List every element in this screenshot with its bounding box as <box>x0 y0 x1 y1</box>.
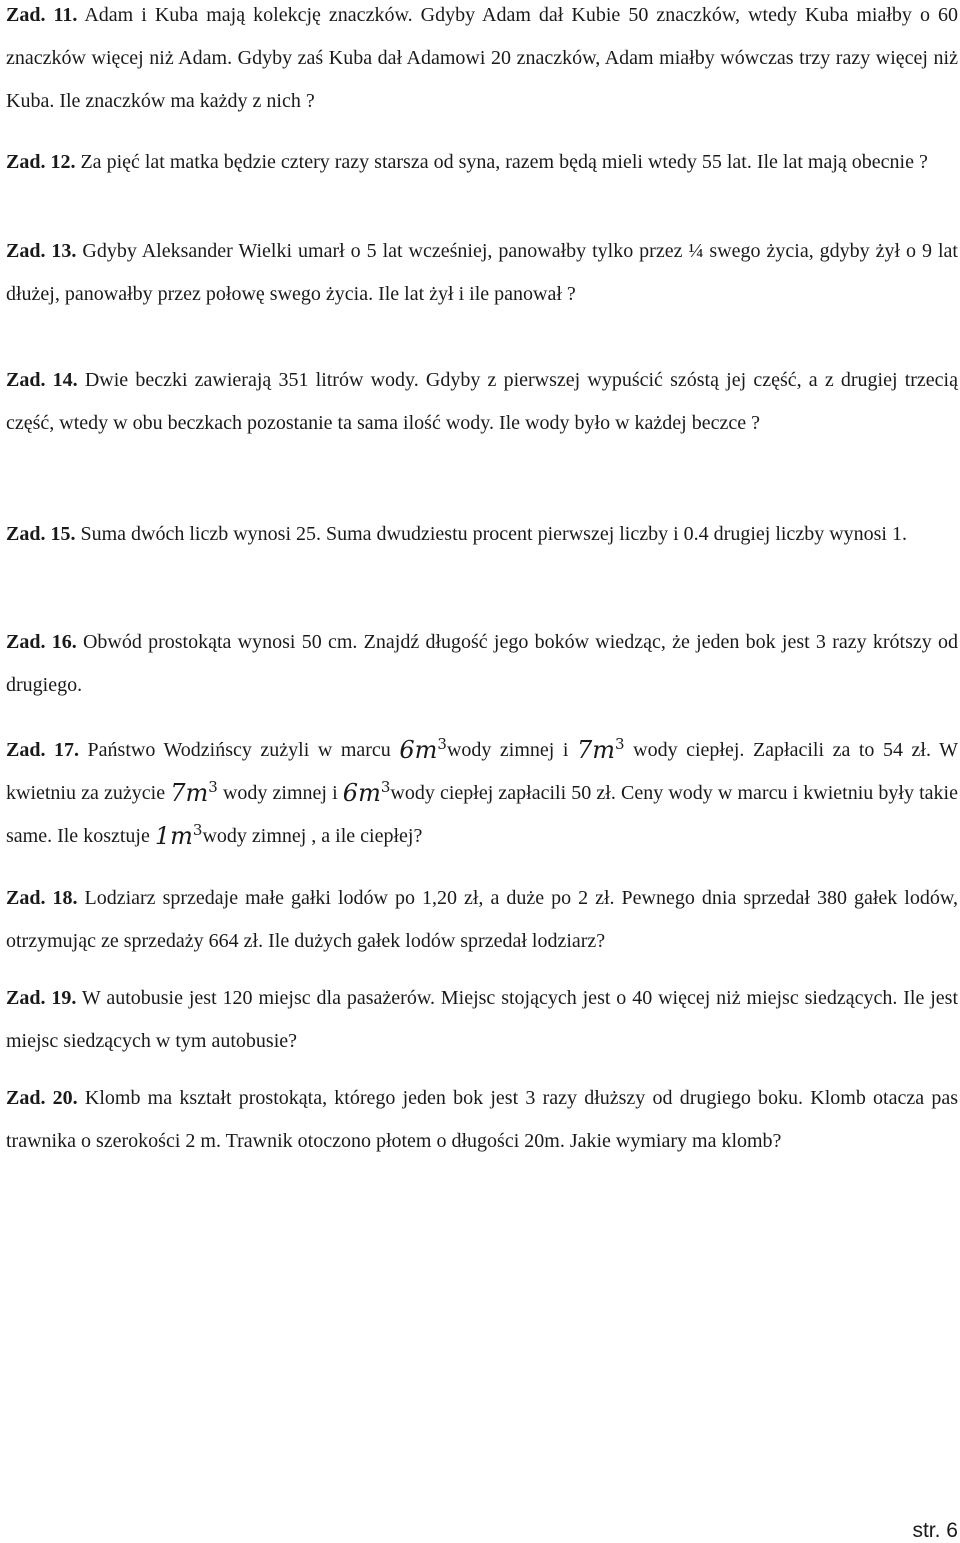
task-text: wody ciepłej. Zapłacili za to 54 zł. W kwietniu za zużycie <box>6 739 959 804</box>
task-text: Suma dwóch liczb wynosi 25. Suma dwudziestu procent pierwszej liczby i 0.4 drugiej liczby wynosi 1. <box>75 523 907 545</box>
task-label: Zad. 20. <box>6 1087 78 1109</box>
task-text: Lodziarz sprzedaje małe gałki lodów po 1,20 zł, a duże po 2 zł. Pewnego dnia sprzedał 380 gałek lodów, otrzymując ze sprzedaży 664 zł. Ile dużych gałek lodów sprzedał lodziarz? <box>6 887 959 952</box>
task-19 <box>6 977 958 1063</box>
volume-formula: $6m^3$ <box>342 778 391 807</box>
task-label: Zad. 14. <box>6 369 78 391</box>
task-13 <box>6 230 958 316</box>
task-17 <box>6 729 958 858</box>
task-label: Zad. 12. <box>6 151 76 173</box>
task-16 <box>6 621 958 707</box>
task-14 <box>6 359 958 445</box>
task-text: W autobusie jest 120 miejsc dla pasażerów. Miejsc stojących jest o 40 więcej niż miejsc siedzących. Ile jest miejsc siedzących w tym autobusie? <box>6 987 959 1052</box>
task-15 <box>6 513 907 556</box>
task-text: wody zimnej , a ile ciepłej? <box>202 825 423 847</box>
task-label: Zad. 17. <box>6 739 80 761</box>
task-12 <box>6 141 928 184</box>
task-11 <box>6 0 958 123</box>
task-label: Zad. 11. <box>6 4 78 26</box>
task-text: Państwo Wodzińscy zużyli w marcu <box>79 739 400 761</box>
task-label: Zad. 18. <box>6 887 78 909</box>
task-text: Adam i Kuba mają kolekcję znaczków. Gdyby Adam dał Kubie 50 znaczków, wtedy Kuba miałby o 60 znaczków więcej niż Adam. Gdyby zaś Kuba dał Adamowi 20 znaczków, Adam miałby wówczas trzy razy więcej niż Kuba. Ile znaczków ma każdy z nich ? <box>6 4 958 112</box>
task-text: Obwód prostokąta wynosi 50 cm. Znajdź długość jego boków wiedząc, że jeden bok jest 3 razy krótszy od drugiego. <box>6 631 958 696</box>
volume-formula: $7m^3$ <box>577 735 625 764</box>
volume-formula: $7m^3$ <box>170 778 218 807</box>
task-label: Zad. 13. <box>6 240 77 262</box>
task-label: Zad. 15. <box>6 523 76 545</box>
page-number: str. 6 <box>912 1519 958 1542</box>
task-20 <box>6 1077 958 1163</box>
volume-formula: $1m^3$ <box>154 821 203 850</box>
task-text: wody zimnej i <box>446 739 577 761</box>
task-text: Klomb ma kształt prostokąta, którego jeden bok jest 3 razy dłuższy od drugiego boku. Klomb otacza pas trawnika o szerokości 2 m. Trawnik otoczono płotem o długości 20m. Jakie wymiary ma klomb? <box>6 1087 958 1152</box>
task-label: Zad. 16. <box>6 631 77 653</box>
task-text: wody ciepłej zapłacili 50 zł. Ceny wody w marcu i kwietniu były takie same. Ile kosztuje <box>6 782 958 847</box>
task-text: wody zimnej i <box>217 782 343 804</box>
task-text: Dwie beczki zawierają 351 litrów wody. Gdyby z pierwszej wypuścić szóstą jej część, a z drugiej trzecią część, wtedy w obu beczkach pozostanie ta sama ilość wody. Ile wody było w każdej beczce ? <box>6 369 958 434</box>
task-18 <box>6 877 958 963</box>
task-label: Zad. 19. <box>6 987 77 1009</box>
task-text: Gdyby Aleksander Wielki umarł o 5 lat wcześniej, panowałby tylko przez ¼ swego życia, gdyby żył o 9 lat dłużej, panowałby przez połowę swego życia. Ile lat żył i ile panował ? <box>6 240 958 305</box>
volume-formula: $6m^3$ <box>399 735 447 764</box>
task-text: Za pięć lat matka będzie cztery razy starsza od syna, razem będą mieli wtedy 55 lat. Ile lat mają obecnie ? <box>75 151 928 173</box>
